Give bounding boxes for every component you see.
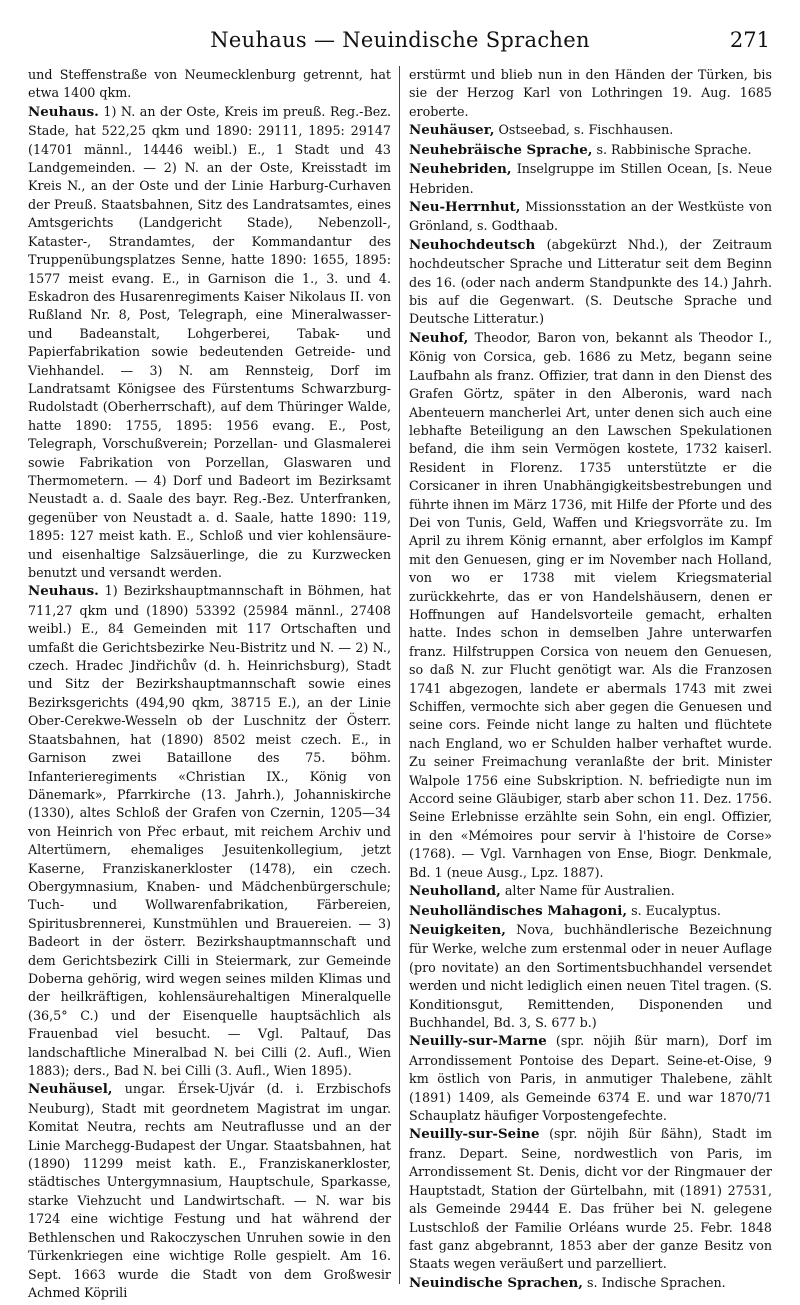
entry-text: (spr. nöjih ßür ßähn), Stadt im franz. Depart. Seine, nordwestlich von Paris, im Arrondissement St. Denis, dicht vor der Ringmauer der Hauptstadt, Station der Gürtelbahn, mit (1891) 27531, als Gemeinde 29444 E. Das früher bei N. gelegene Lustschloß der Familie Orléans wurde 25. Febr. 1848 fast ganz abgebrannt, 1853 aber der ganze Besitz von Staats wegen veräußert und parzelliert. — [409, 1126, 772, 1272]
entry-text: s. Rabbinische Sprache. — [596, 141, 752, 157]
entry-text: Nova, buchhändlerische Bezeichnung für Werke, welche zum erstenmal oder in neuer Auflage (pro novitate) an den Sortimentsbuchhandel versendet werden und nicht lediglich einen neuen Titel tragen. (S. Konditionsgut, Remittenden, Disponenden und Buchhandel, Bd. 3, S. 677 b.) — [409, 921, 772, 1030]
entry-headword: Neuhäuser, — [409, 122, 495, 139]
dictionary-entry — [409, 921, 772, 1032]
entry-headword: Neuhebräische Sprache, — [409, 141, 593, 158]
dictionary-entry — [409, 66, 772, 121]
entry-headword: Neuindische Sprachen, — [409, 1274, 583, 1291]
entry-headword: Neuilly-sur-Marne — [409, 1033, 547, 1050]
text-columns — [28, 66, 772, 1300]
right-column — [409, 66, 772, 1291]
entry-headword: Neuholland, — [409, 883, 501, 900]
entry-text: 1) Bezirkshauptmannschaft in Böhmen, hat 711,27 qkm und (1890) 53392 (25984 männl., 27408 weibl.) E., 84 Gemeinden mit 117 Ortschaften und umfaßt die Gerichtsbezirke Neu-Bistritz und N. — 2) N., czech. Hradec Jindřichův (d. h. Heinrichsburg), Stadt und Sitz der Bezirkshauptmannschaft sowie eines Bezirksgerichts (494,90 qkm, 38715 E.), an der Linie Ober-Cerekwe-Wesseln ob der Luschnitz der Österr. Staatsbahnen, hat (1890) 8502 meist czech. E., in Garnison zwei Bataillone des 75. böhm. Infanterieregiments «Christian IX., König von Dänemark», Pfarrkirche (13. Jahrh.), Johanniskirche (1330), altes Schloß der Grafen von Czernin, 1205—34 von Heinrich von Přec erbaut, mit reichem Archiv und Altertümern, ehemaliges Jesuitenkollegium, jetzt Kaserne, Franziskanerkloster (1478), ein czech. Obergymnasium, Knaben- und Mädchenbürgerschule; Tuch- und Wollwarenfabrikation, Färbereien, Spiritusbrennerei, Kunstmühlen und Brauereien. — 3) Badeort in der österr. Bezirkshauptmannschaft und dem Gerichtsbezirk Cilli in Steiermark, zur Gemeinde Doberna gehörig, wird wegen seines milden Klimas und der heilkräftigen, kohlensäurehaltigen Mineralquelle (36,5° C.) und der Eisenquelle hauptsächlich als Frauenbad viel besucht. — Vgl. Paltauf, Das landschaftliche Mineralbad N. bei Cilli (2. Aufl., Wien 1883); ders., Bad N. bei Cilli (3. Aufl., Wien 1895). — [28, 583, 391, 1078]
entry-text: ungar. Érsek-Ujvár (d. i. Erzbischofs Neuburg), Stadt mit geordnetem Magistrat im ungar. Komitat Neutra, rechts am Neutraflusse und an der Linie Marchegg-Budapest der Ungar. Staatsbahnen, hat (1890) 11299 meist kath. E., Franziskanerkloster, städtisches Untergymnasium, Hauptschule, Sparkasse, starke Viehzucht und Landwirtschaft. — N. war bis 1724 eine wichtige Festung und hat während der Bethlenschen und Rakoczyschen Unruhen sowie in den Türkenkriegen eine wichtige Rolle gespielt. Am 16. Sept. 1663 wurde die Stadt von dem Großwesir Achmed Köprili — [28, 1081, 391, 1300]
entry-text: Theodor, Baron von, bekannt als Theodor I., König von Corsica, geb. 1686 zu Metz, begann seine Laufbahn als franz. Offizier, trat dann in den Dienst des Grafen Görtz, später in den Alberonis, ward nach Abenteuern mancherlei Art, unter denen sich auch eine lebhafte Beteiligung an den Lawschen Spekulationen befand, die ihm sein Vermögen kostete, 1732 kaiserl. Resident in Florenz. 1735 unterstützte er die Corsicaner in ihren Unabhängigkeitsbestrebungen und führte ihnen im März 1736, mit Hilfe der Pforte und des Dei von Tunis, Geld, Waffen und Kriegsvorräte zu. Im April zu ihrem König ernannt, aber erfolglos im Kampf mit den Genuesen, ging er im November nach Holland, von wo er 1738 mit vielem Kriegsmaterial zurückkehrte, das er von Handelshäusern, denen er Hoffnungen auf Handelsvorteile gemacht, erhalten hatte. Indes schon in demselben Jahre unterwarfen franz. Hilfstruppen Corsica von neuem den Genuesen, so daß N. zur Flucht genötigt war. Als die Franzosen 1741 abgezogen, landete er abermals 1743 mit zwei Schiffen, vermochte sich aber gegen die Genuesen und seine cors. Feinde nicht lange zu halten und flüchtete nach England, wo er Schulden halber verhaftet wurde. Zu seiner Freimachung veranlaßte der brit. Minister Walpole 1756 eine Subskription. N. befriedigte nun im Accord seine Gläubiger, starb aber schon 11. Dez. 1756. Seine Erlebnisse erzählte sein Sohn, ein engl. Offizier, in den «Mémoires pour servir à l'histoire de Corse» (1768). — Vgl. Varnhagen von Ense, Biogr. Denkmale, Bd. 1 (neue Ausg., Lpz. 1887). — [409, 329, 772, 880]
entry-headword: Neuhof, — [409, 329, 469, 346]
entry-text: 1) N. an der Oste, Kreis im preuß. Reg.-Bez. Stade, hat 522,25 qkm und 1890: 29111, 1895: 29147 (14701 männl., 14446 weibl.) E., 1 Stadt und 43 Landgemeinden. — 2) N. an der Oste, Kreisstadt im Kreis N., an der Oste und der Linie Harburg-Curhaven der Preuß. Staatsbahnen, Sitz des Landratsamtes, eines Amtsgerichts (Landgericht Stade), Nebenzoll-, Kataster-, Strandamtes, der Kommandantur des Truppenübungsplatzes Senne, hatte 1890: 1655, 1895: 1577 meist evang. E., in Garnison die 1., 3. und 4. Eskadron des Husarenregiments Kaiser Nikolaus II. von Rußland Nr. 8, Post, Telegraph, eine Mineralwasser- und Badeanstalt, Lohgerberei, Tabak- und Papierfabrikation sowie bedeutenden Getreide- und Viehhandel. — 3) N. am Rennsteig, Dorf im Landratsamt Königsee des Fürstentums Schwarzburg-Rudolstadt (Oberherrschaft), auf dem Thüringer Walde, hatte 1890: 1755, 1895: 1956 evang. E., Post, Telegraph, Vorschußverein; Porzellan- und Glasmalerei sowie Fabrikation von Porzellan, Glaswaren und Thermometern. — 4) Dorf und Badeort im Bezirksamt Neustadt a. d. Saale des bayr. Reg.-Bez. Unterfranken, gegenüber von Neustadt a. d. Saale, hatte 1890: 119, 1895: 127 meist kath. E., Schloß und vier kohlensäure- und eisenhaltige Salzsäuerlinge, die zu Kurzwecken benutzt und versandt werden. — [28, 103, 391, 580]
dictionary-entry — [409, 141, 772, 160]
dictionary-entry — [409, 902, 772, 921]
entry-headword: Neuhäusel, — [28, 1081, 113, 1098]
dictionary-entry — [409, 882, 772, 901]
entry-text: Inselgruppe im Stillen Ocean, [s. Neue Hebriden. — [409, 161, 772, 196]
entry-headword: Neuhaus. — [28, 583, 99, 600]
entry-headword: Neuhaus. — [28, 103, 99, 120]
entry-text: (spr. nöjih ßür marn), Dorf im Arrondissement Pontoise des Depart. Seine-et-Oise, 9 km östlich von Paris, in anmutiger Thalebene, zählt (1891) 1409, als Gemeinde 6374 E. und war 1870/71 Schauplatz häufiger Vorpostengefechte. — [409, 1033, 772, 1124]
dictionary-entry — [28, 66, 391, 103]
page-number: 271 — [729, 28, 770, 52]
entry-headword: Neuhochdeutsch — [409, 236, 536, 253]
entry-headword: Neuilly-sur-Seine — [409, 1126, 540, 1143]
entry-headword: Neuigkeiten, — [409, 921, 506, 938]
entry-headword: Neuhebriden, — [409, 161, 512, 178]
dictionary-entry — [409, 329, 772, 882]
dictionary-entry — [409, 1125, 772, 1273]
entry-text: s. Eucalyptus. — [631, 902, 721, 918]
page-header — [28, 28, 772, 58]
entry-text: Ostseebad, s. Fischhausen. — [498, 122, 674, 138]
dictionary-entry — [409, 1032, 772, 1125]
entry-text: alter Name für Australien. — [504, 883, 675, 899]
dictionary-entry — [409, 121, 772, 140]
dictionary-entry — [409, 198, 772, 236]
entry-text: und Steffenstraße von Neumecklenburg getrennt, hat etwa 1400 qkm. — [28, 67, 391, 101]
entry-text: Missionsstation an der Westküste von Grönland, s. Godthaab. — [409, 198, 772, 234]
dictionary-entry — [409, 1274, 772, 1293]
entry-text: (abgekürzt Nhd.), der Zeitraum hochdeutscher Sprache und Litteratur seit dem Beginn des 16. (oder nach anderm Standpunkte des 14.) Jahrh. bis auf die Gegenwart. (S. Deutsche Sprache und Deutsche Litteratur.) — [409, 236, 772, 327]
dictionary-entry — [409, 236, 772, 329]
dictionary-entry — [28, 103, 391, 583]
dictionary-entry — [28, 1080, 391, 1302]
dictionary-entry — [28, 582, 391, 1080]
left-column — [28, 66, 391, 1300]
running-head: Neuhaus — Neuindische Sprachen — [210, 28, 590, 52]
entry-text: erstürmt und blieb nun in den Händen der Türken, bis sie der Herzog Karl von Lothringen 19. Aug. 1685 eroberte. — [409, 67, 772, 119]
entry-text: s. Indische Sprachen. — [587, 1274, 726, 1290]
entry-headword: Neu-Herrnhut, — [409, 198, 521, 215]
dictionary-entry — [409, 160, 772, 198]
entry-headword: Neuholländisches Mahagoni, — [409, 902, 628, 919]
